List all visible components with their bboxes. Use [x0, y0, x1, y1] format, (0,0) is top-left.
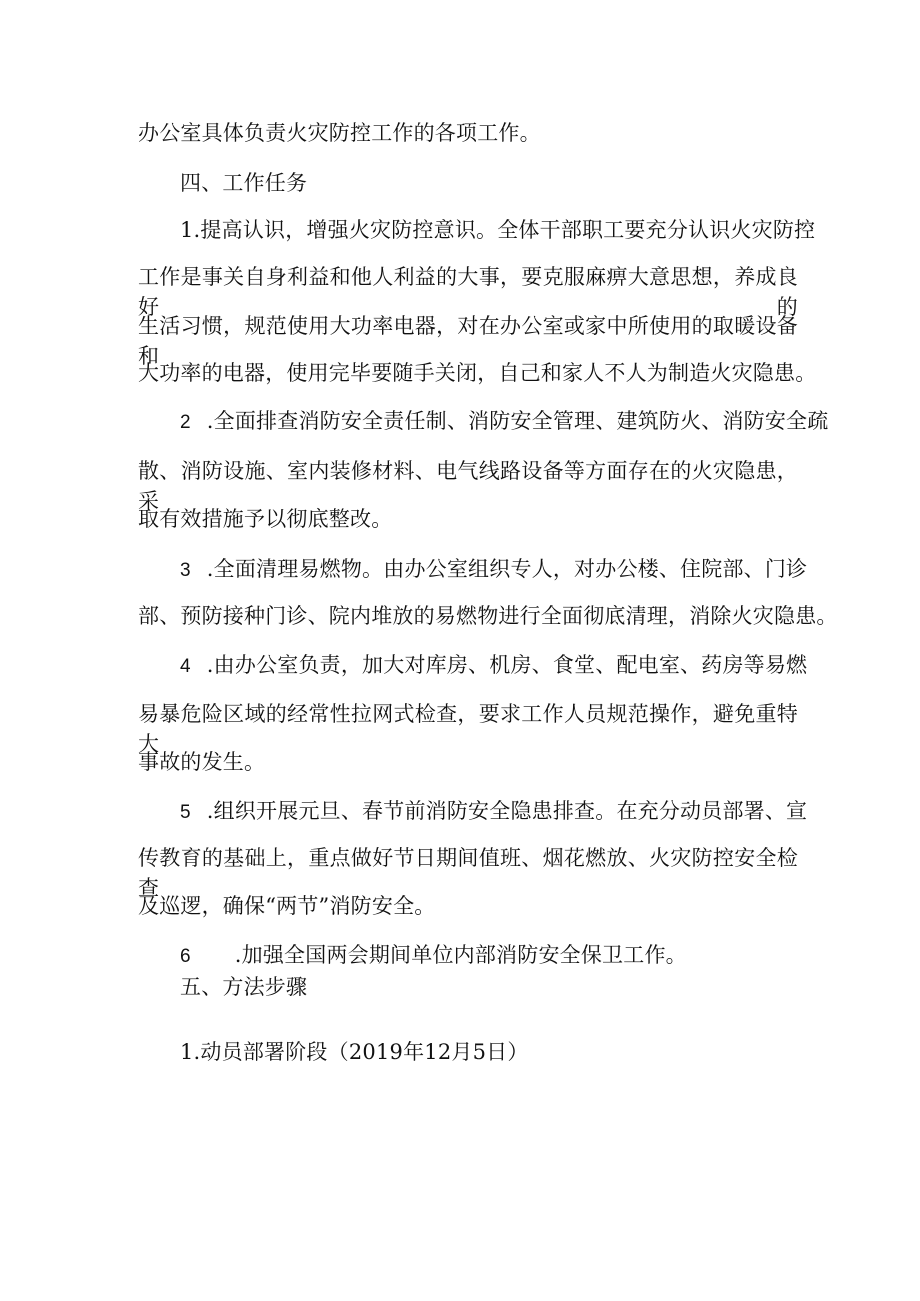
task-1-line-1: 1.提高认识，增强火灾防控意识。全体干部职工要充分认识火灾防控: [180, 218, 816, 242]
step-1-line-1: 1.动员部署阶段（2019年12月5日）: [180, 1040, 529, 1064]
task-4-text: .由办公室负责，加大对库房、机房、食堂、配电室、药房等易燃: [206, 653, 808, 677]
task-2-line-1: [180, 406, 840, 438]
task-5-line-1: [180, 796, 840, 828]
task-5-line-3: 及巡逻，确保“两节”消防安全。: [138, 894, 436, 918]
task-5-line-2: 传教育的基础上，重点做好节日期间值班、烟花燃放、火灾防控安全检查: [138, 846, 798, 900]
task-3-text: .全面清理易燃物。由办公室组织专人，对办公楼、住院部、门诊: [206, 557, 808, 581]
section-heading-tasks: 四、工作任务: [180, 171, 308, 195]
task-4-line-3: 事故的发生。: [138, 750, 266, 774]
task-5-number: 5: [180, 802, 191, 823]
task-1-line-3: 生活习惯，规范使用大功率电器，对在办公室或家中所使用的取暖设备和: [138, 314, 798, 368]
paragraph-line: 办公室具体负责火灾防控工作的各项工作。: [138, 121, 541, 145]
task-6-number: 6: [180, 946, 191, 967]
section-heading-methods: 五、方法步骤: [180, 975, 308, 999]
task-4-line-2: 易暴危险区域的经常性拉网式检查，要求工作人员规范操作，避免重特大: [138, 702, 798, 756]
task-4-number: 4: [180, 656, 191, 677]
task-2-number: 2: [180, 412, 191, 433]
task-4-line-1: [180, 650, 840, 682]
task-1-line-2: 工作是事关自身利益和他人利益的大事，要克服麻痹大意思想，养成良好的: [138, 265, 798, 319]
task-2-line-3: 取有效措施予以彻底整改。: [138, 507, 393, 531]
task-3-line-1: [180, 554, 840, 586]
task-2-line-2: 散、消防设施、室内装修材料、电气线路设备等方面存在的火灾隐患，采: [138, 459, 798, 513]
task-3-number: 3: [180, 560, 191, 581]
task-2-text: .全面排查消防安全责任制、消防安全管理、建筑防火、消防安全疏: [206, 409, 829, 433]
task-5-text: .组织开展元旦、春节前消防安全隐患排查。在充分动员部署、宣: [206, 799, 808, 823]
task-1-line-4: 大功率的电器，使用完毕要随手关闭，自己和家人不人为制造火灾隐患。: [138, 361, 817, 385]
task-6-text: .加强全国两会期间单位内部消防安全保卫工作。: [234, 943, 687, 967]
task-6-line-1: [180, 940, 840, 972]
task-3-line-2: 部、预防接种门诊、院内堆放的易燃物进行全面彻底清理，消除火灾隐患。: [138, 604, 838, 628]
